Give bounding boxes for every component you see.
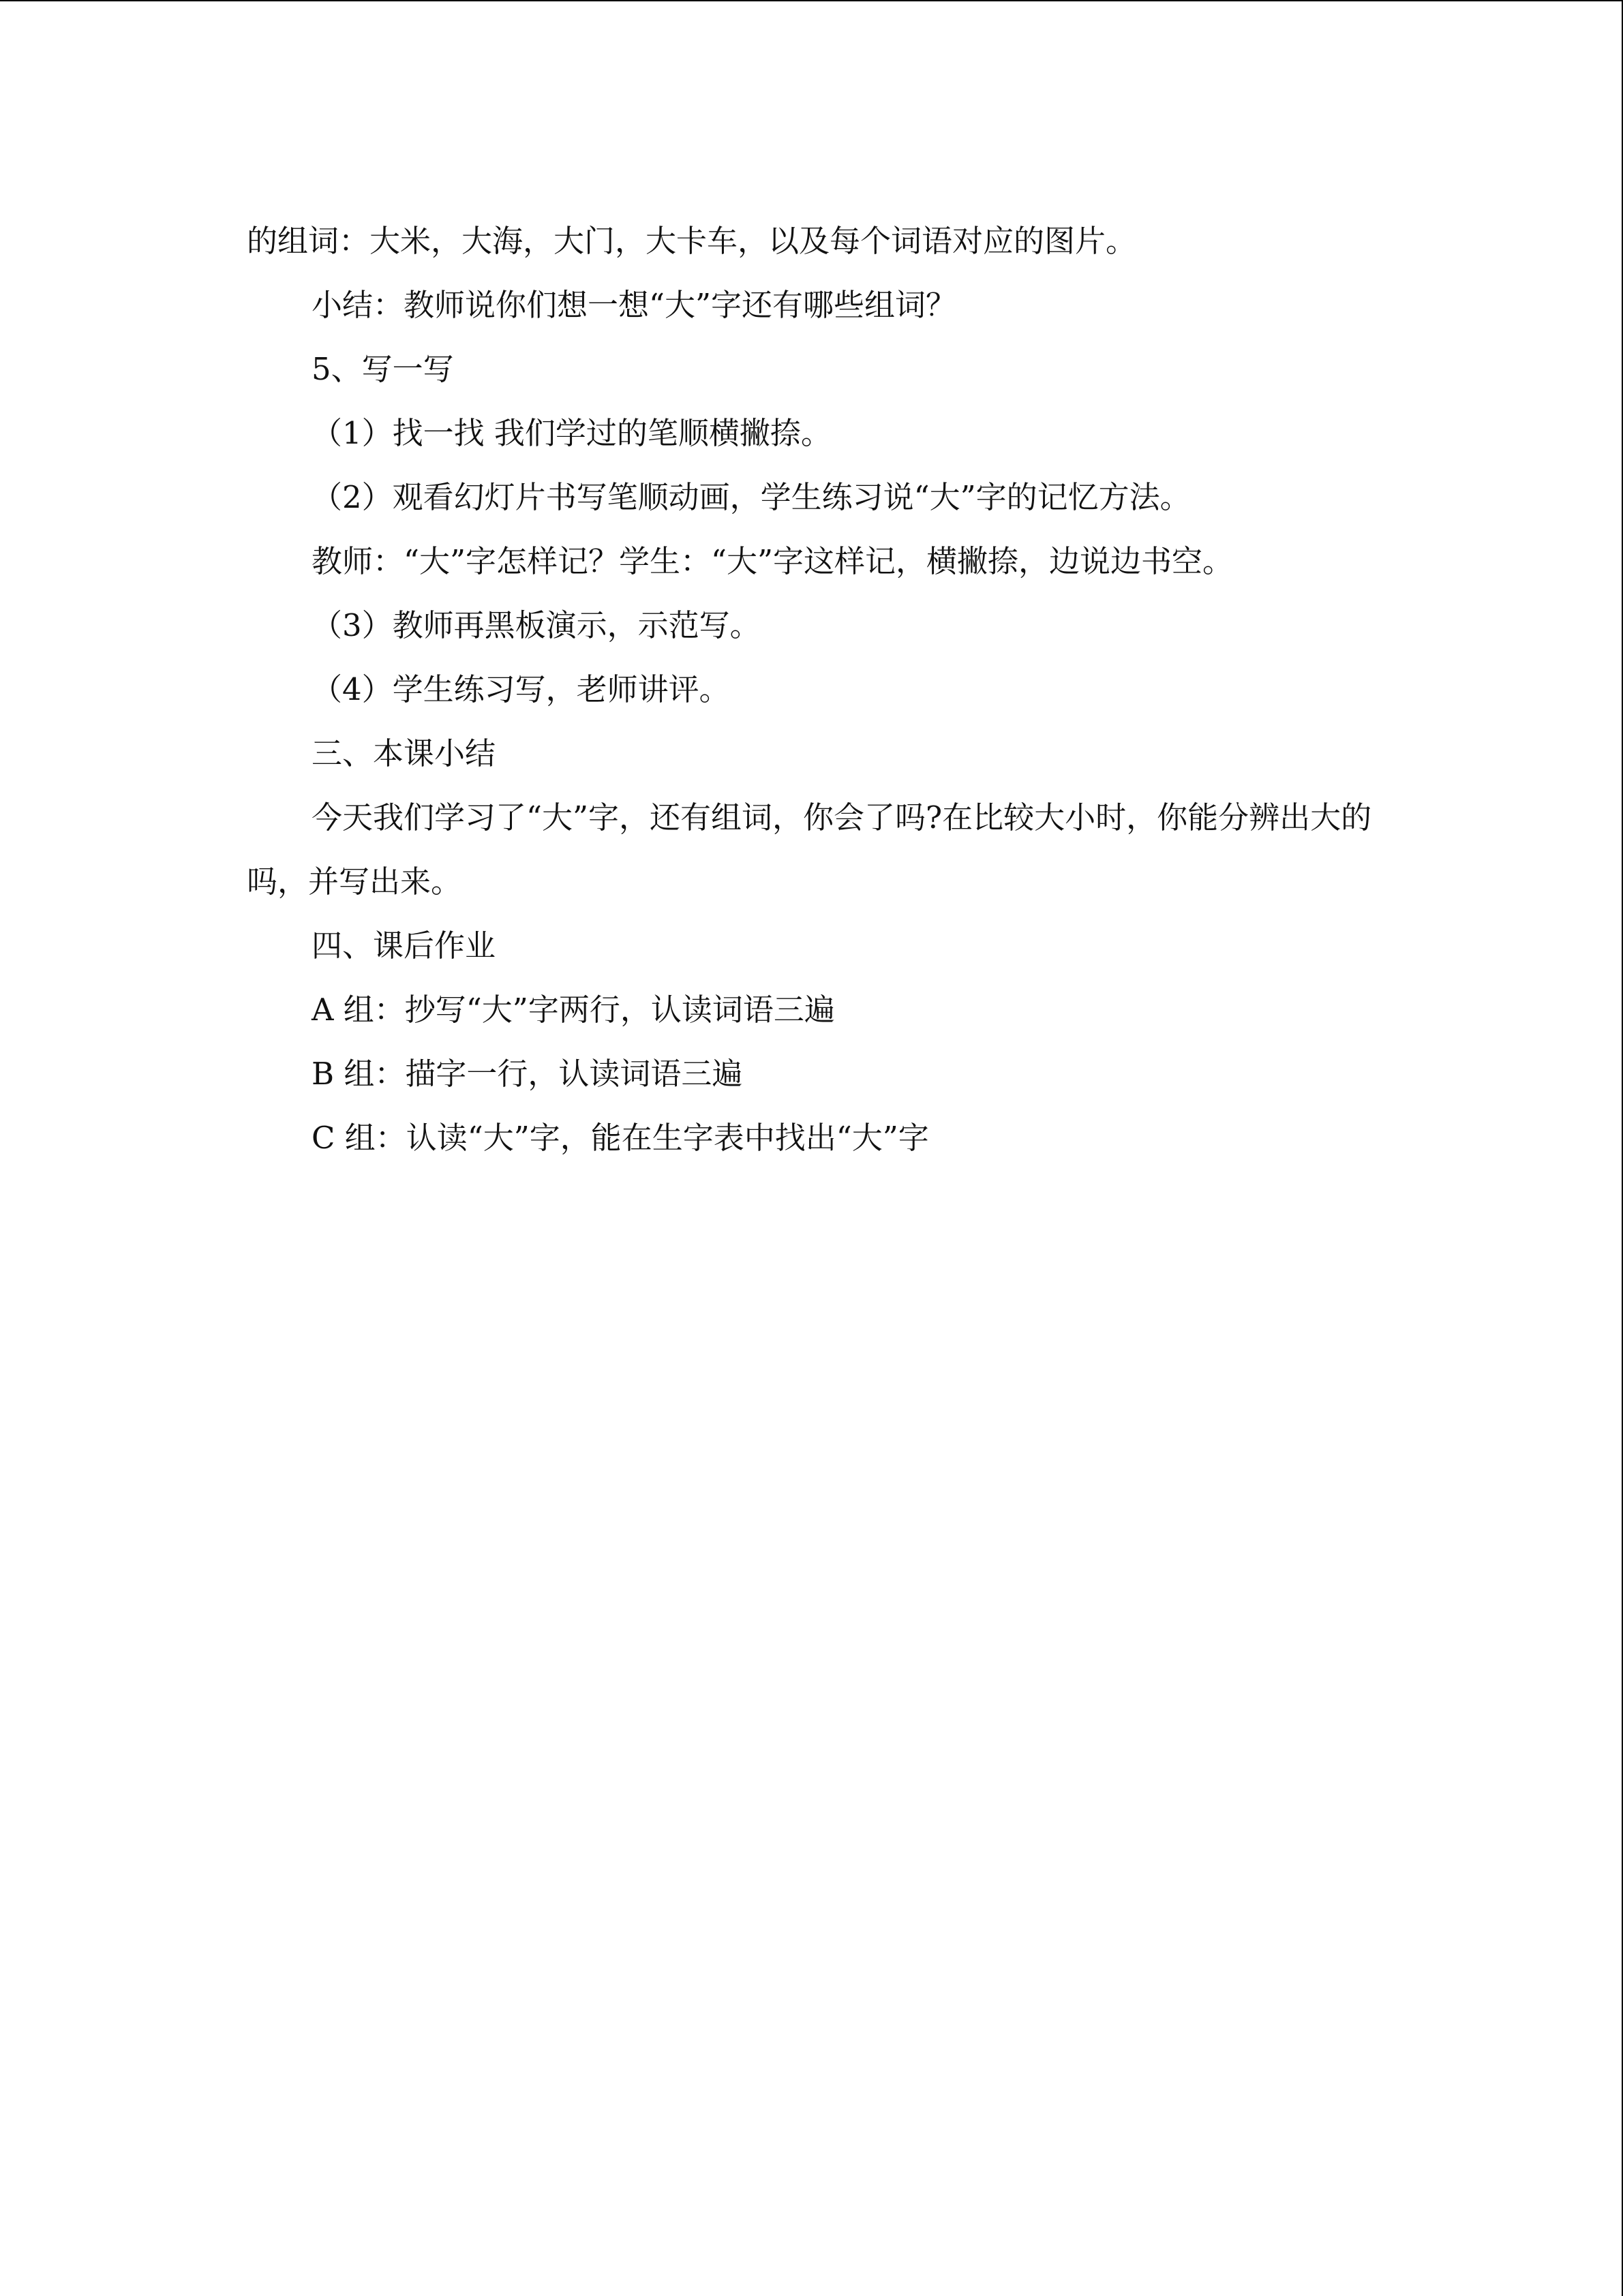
- step-2-watch-animation: （2）观看幻灯片书写笔顺动画，学生练习说“大”字的记忆方法。: [312, 479, 1191, 515]
- paragraph-lesson-summary: 今天我们学习了“大”字，还有组词，你会了吗?在比较大小时，你能分辨出大的吗，并写出来。: [247, 799, 1372, 900]
- step-3-teacher-demo: （3）教师再黑板演示，示范写。: [312, 607, 761, 643]
- section-heading-write: 5、写一写: [312, 351, 454, 387]
- step-1-find-strokes: （1）找一找 我们学过的笔顺横撇捺。: [312, 415, 832, 451]
- homework-group-b: B 组：描字一行，认读词语三遍: [312, 1056, 743, 1092]
- homework-group-a: A 组：抄写“大”字两行，认读词语三遍: [312, 992, 835, 1028]
- document-body: [247, 209, 1378, 1170]
- section-heading-lesson-summary: 三、本课小结: [312, 735, 496, 771]
- step-4-student-practice: （4）学生练习写，老师讲评。: [312, 671, 730, 707]
- paragraph-summary-question: 小结：教师说你们想一想“大”字还有哪些组词？: [312, 287, 957, 323]
- paragraph-continued-word-list: 的组词：大米，大海，大门，大卡车，以及每个词语对应的图片。: [247, 223, 1137, 259]
- section-heading-homework: 四、课后作业: [312, 928, 496, 964]
- homework-group-c: C 组：认读“大”字，能在生字表中找出“大”字: [312, 1120, 929, 1156]
- paragraph-teacher-student-dialogue: 教师：“大”字怎样记？学生：“大”字这样记，横撇捺，边说边书空。: [312, 543, 1234, 579]
